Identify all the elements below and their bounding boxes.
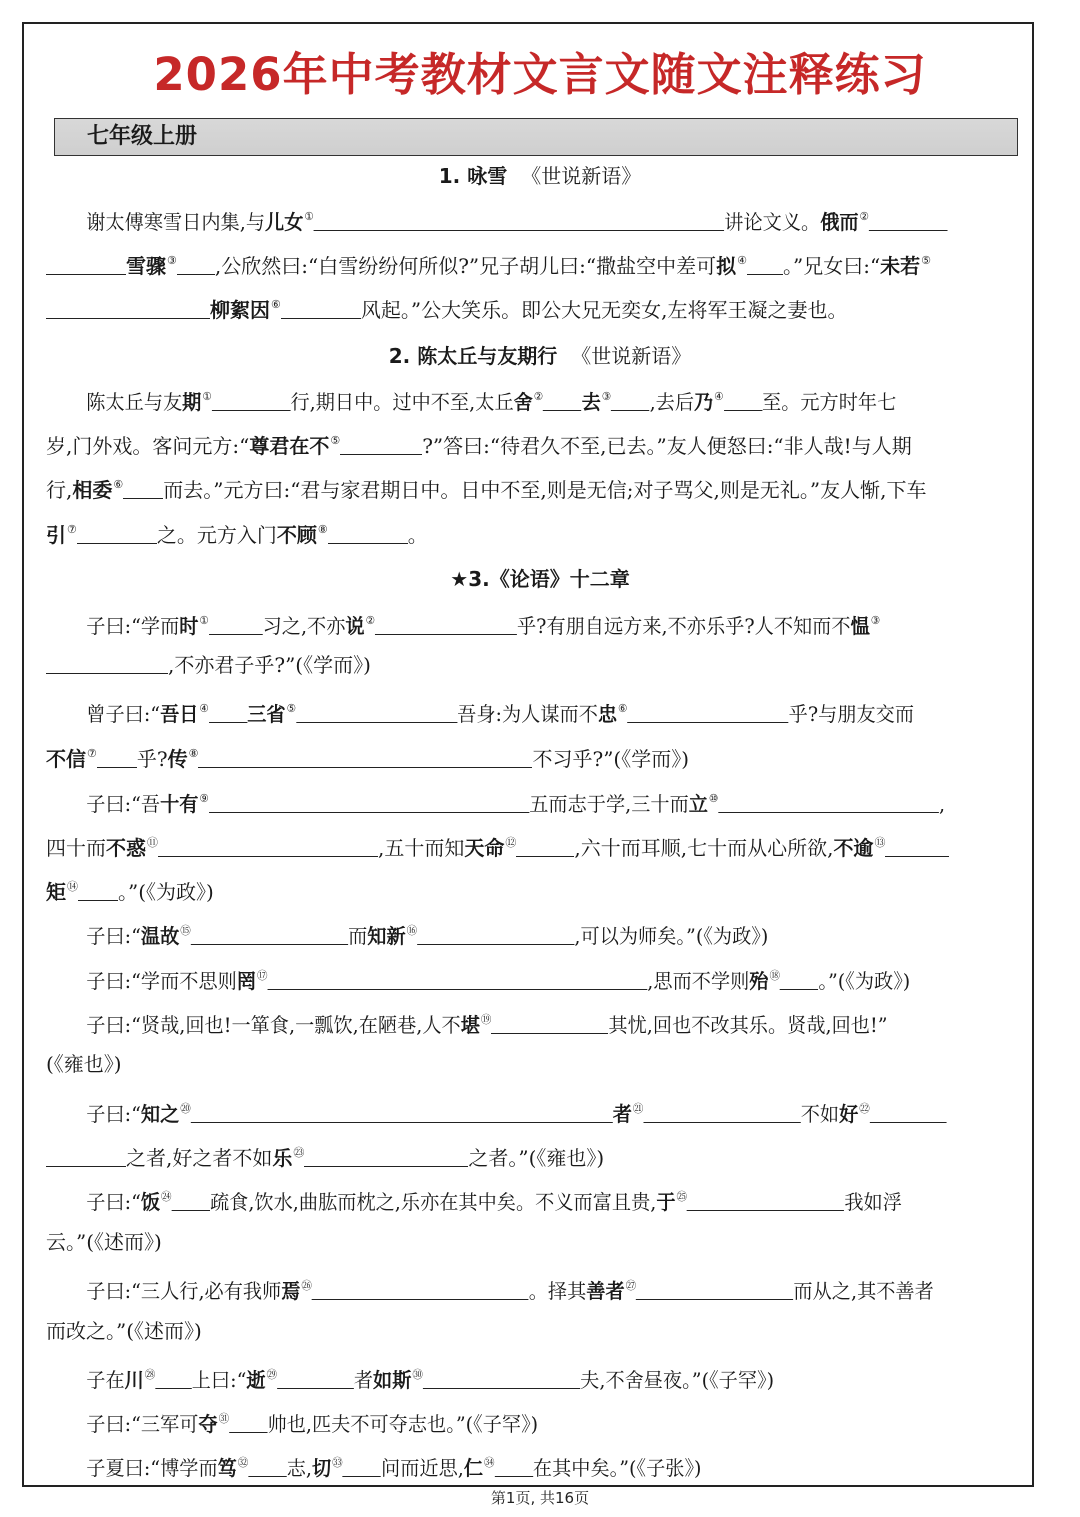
- text-line: [46, 1449, 1030, 1482]
- text-line: [46, 203, 1030, 236]
- footnote-marker: ⑤: [286, 702, 297, 715]
- annotated-word: 笃: [217, 1456, 237, 1480]
- answer-blank[interactable]: [340, 434, 422, 455]
- text-segment: 乎?: [136, 747, 168, 771]
- text-segment: 风起。”公大笑乐。即公大兄无奕女,左将军王凝之妻也。: [360, 298, 848, 322]
- answer-blank[interactable]: [687, 1190, 844, 1211]
- text-line: [46, 651, 1030, 679]
- annotated-word: 去: [581, 390, 601, 414]
- text-segment: 上曰:“: [191, 1368, 247, 1392]
- text-segment: 不如: [800, 1102, 840, 1126]
- text-line: [46, 383, 1030, 416]
- annotated-word: 雪骤: [126, 254, 166, 278]
- answer-blank[interactable]: [312, 1279, 529, 1300]
- text-line: [46, 1183, 1030, 1216]
- text-segment: 之者。”(《雍也》): [468, 1146, 605, 1170]
- text-segment: ,去后: [649, 390, 695, 414]
- footnote-marker: ㉑: [632, 1102, 644, 1115]
- annotated-word: 知新: [367, 924, 406, 948]
- annotated-word: 者: [612, 1102, 632, 1126]
- text-segment: 疏食,饮水,曲肱而枕之,乐亦在其中矣。不义而富且贵,: [209, 1190, 657, 1214]
- answer-blank[interactable]: [191, 924, 348, 945]
- text-segment: 谢太傅寒雪日内集,与: [86, 210, 266, 234]
- text-segment: 之者,好之者不如: [126, 1146, 273, 1170]
- footnote-marker: ②: [859, 210, 869, 223]
- text-segment: 不习乎?”(《学而》): [532, 747, 690, 771]
- footnote-marker: ㉔: [161, 1190, 172, 1203]
- text-segment: 。”兄女曰:“: [782, 254, 881, 278]
- answer-blank[interactable]: [281, 298, 361, 319]
- text-line: [46, 1361, 1030, 1394]
- text-segment: 子夏曰:“博学而: [86, 1456, 218, 1480]
- text-line: [46, 1272, 1030, 1305]
- text-segment: 子曰:“学而不思则: [86, 969, 237, 993]
- grade-banner: 七年级上册: [54, 118, 1018, 156]
- footnote-marker: ㉜: [237, 1456, 249, 1469]
- text-line: [46, 291, 1030, 324]
- text-segment: 在其中矣。”(《子张》): [532, 1456, 702, 1480]
- annotated-word: 时: [179, 614, 199, 638]
- text-line: [46, 471, 1030, 504]
- answer-blank[interactable]: [304, 1146, 468, 1167]
- footnote-marker: ⑦: [87, 747, 97, 760]
- text-line: [46, 829, 1030, 862]
- answer-blank[interactable]: [97, 747, 137, 768]
- answer-blank[interactable]: [191, 1102, 613, 1123]
- text-segment: 而: [348, 924, 368, 948]
- text-segment: ,六十而耳顺,七十而从心所欲,: [574, 836, 834, 860]
- footnote-marker: ①: [199, 614, 209, 627]
- text-segment: 问而近思,: [381, 1456, 464, 1480]
- text-segment: 乎?与朋友交而: [788, 702, 915, 726]
- annotated-word: 堪: [460, 1013, 480, 1037]
- footnote-marker: ①: [304, 210, 314, 223]
- footnote-marker: ⑨: [199, 792, 209, 805]
- footnote-marker: ⑯: [406, 924, 418, 937]
- answer-blank[interactable]: [46, 298, 210, 319]
- answer-blank[interactable]: [718, 792, 939, 813]
- footnote-marker: ⑰: [256, 969, 268, 982]
- section-title: 2. 陈太丘与友期行: [388, 344, 558, 368]
- answer-blank[interactable]: [177, 254, 215, 275]
- text-segment: 夫,不舍昼夜。”(《子罕》): [580, 1368, 775, 1392]
- annotated-word: 于: [656, 1190, 676, 1214]
- text-line: [46, 1405, 1030, 1438]
- annotated-word: 如斯: [373, 1368, 412, 1392]
- answer-blank[interactable]: [417, 924, 574, 945]
- answer-blank[interactable]: [343, 1456, 381, 1477]
- text-segment: ,公欣然曰:“白雪纷纷何所似?”兄子胡儿曰:“撒盐空中差可: [214, 254, 717, 278]
- section-source: 《世说新语》: [571, 344, 692, 368]
- text-line: [46, 247, 1030, 280]
- text-line: [46, 607, 1030, 640]
- page-footer: 第1页, 共16页: [490, 1489, 590, 1507]
- answer-blank[interactable]: [172, 1190, 210, 1211]
- footnote-marker: ⑪: [147, 836, 158, 849]
- text-line: [46, 785, 1030, 818]
- footnote-marker: ㉕: [676, 1190, 688, 1203]
- annotated-word: 儿女: [265, 210, 304, 234]
- text-segment: 乎?有朋自远方来,不亦乐乎?人不知而不: [516, 614, 851, 638]
- text-segment: 子曰:“三军可: [86, 1412, 199, 1436]
- text-line: [46, 1228, 1030, 1256]
- text-segment: 。择其: [528, 1279, 587, 1303]
- footnote-marker: ③: [167, 254, 177, 267]
- answer-blank[interactable]: [423, 1368, 580, 1389]
- answer-blank[interactable]: [611, 390, 649, 411]
- footnote-marker: ④: [714, 390, 724, 403]
- text-line: [46, 1006, 1030, 1039]
- text-segment: 岁,门外戏。客问元方:“: [46, 434, 250, 458]
- text-segment: 子曰:“学而: [86, 614, 180, 638]
- text-line: [46, 516, 1030, 549]
- footnote-marker: ㉙: [266, 1368, 278, 1381]
- footnote-marker: ㉒: [859, 1102, 870, 1115]
- annotated-word: 愠: [850, 614, 870, 638]
- annotated-word: 舍: [513, 390, 533, 414]
- annotated-word: 殆: [749, 969, 769, 993]
- answer-blank[interactable]: [77, 523, 157, 544]
- text-segment: 。”(《为政》): [818, 969, 911, 993]
- annotated-word: 不惑: [106, 836, 146, 860]
- answer-blank[interactable]: [375, 614, 517, 635]
- text-segment: 至。元方时年七: [762, 390, 897, 414]
- footnote-marker: ④: [737, 254, 747, 267]
- text-segment: 讲论文义。: [724, 210, 821, 234]
- text-segment: ,可以为师矣。”(《为政》): [574, 924, 769, 948]
- footnote-marker: ⑥: [618, 702, 628, 715]
- answer-blank[interactable]: [46, 1146, 126, 1167]
- text-segment: 我如浮: [844, 1190, 902, 1214]
- text-segment: 吾身:为人谋而不: [457, 702, 598, 726]
- footnote-marker: ②: [533, 390, 544, 403]
- text-segment: 而改之。”(《述而》): [46, 1319, 202, 1343]
- answer-blank[interactable]: [869, 210, 948, 231]
- footnote-marker: ㉝: [332, 1456, 343, 1469]
- answer-blank[interactable]: [314, 210, 724, 231]
- text-segment: 志,: [286, 1456, 312, 1480]
- footnote-marker: ⑦: [67, 523, 77, 536]
- answer-blank[interactable]: [158, 836, 378, 857]
- footnote-marker: ⑱: [769, 969, 780, 982]
- footnote-marker: ⑤: [921, 254, 932, 267]
- text-segment: 云。”(《述而》): [46, 1230, 162, 1254]
- answer-blank[interactable]: [209, 702, 247, 723]
- answer-blank[interactable]: [248, 1456, 286, 1477]
- text-line: [46, 962, 1030, 995]
- answer-blank[interactable]: [870, 1102, 947, 1123]
- annotated-word: 忠: [597, 702, 618, 726]
- footnote-marker: ㉞: [483, 1456, 495, 1469]
- footnote-marker: ㉛: [218, 1412, 230, 1425]
- section-heading-1: [0, 160, 1080, 189]
- answer-blank[interactable]: [209, 792, 529, 813]
- annotated-word: 引: [46, 523, 66, 547]
- answer-blank[interactable]: [724, 390, 762, 411]
- footnote-marker: ③: [601, 390, 612, 403]
- annotated-word: 不逾: [833, 836, 874, 860]
- footnote-marker: ⑥: [271, 298, 281, 311]
- answer-blank[interactable]: [209, 614, 263, 635]
- annotated-word: 拟: [716, 254, 737, 278]
- annotated-word: 夺: [198, 1412, 218, 1436]
- annotated-word: 吾日: [160, 702, 199, 726]
- answer-blank[interactable]: [628, 702, 789, 723]
- annotated-word: 好: [839, 1102, 859, 1126]
- footnote-marker: ⑩: [708, 792, 719, 805]
- text-segment: ,: [938, 792, 946, 816]
- annotated-word: 不顾: [276, 523, 317, 547]
- answer-blank[interactable]: [46, 653, 168, 674]
- answer-blank[interactable]: [198, 747, 532, 768]
- answer-blank[interactable]: [212, 390, 291, 411]
- text-segment: 帅也,匹夫不可夺志也。”(《子罕》): [267, 1412, 539, 1436]
- text-line: [46, 873, 1030, 906]
- text-line: [46, 1139, 1030, 1172]
- answer-blank[interactable]: [155, 1368, 191, 1389]
- annotated-word: 川: [124, 1368, 144, 1392]
- text-segment: 行,: [46, 478, 73, 502]
- annotated-word: 尊君在不: [249, 434, 330, 458]
- footnote-marker: ③: [870, 614, 881, 627]
- text-segment: ,思而不学则: [647, 969, 750, 993]
- annotated-word: 未若: [880, 254, 921, 278]
- annotated-word: 矩: [46, 880, 66, 904]
- text-line: [46, 917, 1030, 950]
- text-segment: 而去。”元方曰:“君与家君期日中。日中不至,则是无信;对子骂父,则是无礼。”友人惭,下车: [163, 478, 927, 502]
- footnote-marker: ⑤: [330, 434, 341, 447]
- footnote-marker: ⑫: [505, 836, 517, 849]
- text-segment: 四十而: [46, 836, 106, 860]
- footnote-marker: ⑧: [188, 747, 199, 760]
- footnote-marker: ㉗: [625, 1279, 637, 1292]
- answer-blank[interactable]: [516, 836, 574, 857]
- text-segment: 而从之,其不善者: [793, 1279, 934, 1303]
- text-segment: ,五十而知: [378, 836, 465, 860]
- annotated-word: 说: [345, 614, 365, 638]
- footnote-marker: ㉘: [144, 1368, 156, 1381]
- text-segment: 习之,不亦: [262, 614, 346, 638]
- text-segment: 子曰:“三人行,必有我师: [86, 1279, 282, 1303]
- annotated-word: 切: [311, 1456, 332, 1480]
- footnote-marker: ⑬: [874, 836, 886, 849]
- annotated-word: 温故: [140, 924, 180, 948]
- annotated-word: 饭: [140, 1190, 161, 1214]
- text-segment: 。: [407, 523, 428, 547]
- section-title: ★3.《论语》十二章: [450, 567, 630, 591]
- text-segment: 其忧,回也不改其乐。贤哉,回也!”: [608, 1013, 888, 1037]
- annotated-word: 乃: [694, 390, 714, 414]
- annotated-word: 柳絮因: [210, 298, 270, 322]
- annotated-word: 罔: [236, 969, 257, 993]
- annotated-word: 立: [688, 792, 708, 816]
- text-line: [46, 1317, 1030, 1345]
- section-source: 《世说新语》: [521, 164, 642, 188]
- annotated-word: 善者: [586, 1279, 625, 1303]
- annotated-word: 三省: [247, 702, 286, 726]
- text-segment: 子曰:“: [86, 924, 141, 948]
- text-line: [46, 1095, 1030, 1128]
- answer-blank[interactable]: [46, 254, 126, 275]
- text-segment: 者: [353, 1368, 374, 1392]
- text-segment: 五而志于学,三十而: [529, 792, 689, 816]
- footnote-marker: ⑧: [317, 523, 328, 536]
- annotated-word: 俄而: [820, 210, 859, 234]
- text-segment: 行,期日中。过中不至,太丘: [290, 390, 514, 414]
- text-segment: 曾子曰:“: [86, 702, 161, 726]
- footnote-marker: ⑮: [180, 924, 191, 937]
- answer-blank[interactable]: [328, 523, 408, 544]
- annotated-word: 乐: [272, 1146, 293, 1170]
- footnote-marker: ㉚: [412, 1368, 423, 1381]
- footnote-marker: ④: [199, 702, 209, 715]
- answer-blank[interactable]: [78, 880, 118, 901]
- text-segment: ,不亦君子乎?”(《学而》): [168, 653, 371, 677]
- footnote-marker: ㉖: [301, 1279, 312, 1292]
- text-line: [46, 695, 1030, 728]
- answer-blank[interactable]: [268, 969, 648, 990]
- answer-blank[interactable]: [491, 1013, 608, 1034]
- answer-blank[interactable]: [543, 390, 581, 411]
- answer-blank[interactable]: [229, 1412, 267, 1433]
- annotated-word: 焉: [281, 1279, 301, 1303]
- footnote-marker: ⑥: [113, 478, 124, 491]
- answer-blank[interactable]: [123, 478, 163, 499]
- answer-blank[interactable]: [747, 254, 783, 275]
- text-line: [46, 427, 1030, 460]
- annotated-word: 仁: [463, 1456, 484, 1480]
- text-segment: 子曰:“吾: [86, 792, 161, 816]
- text-segment: (《雍也》): [46, 1052, 122, 1076]
- annotated-word: 相委: [72, 478, 113, 502]
- annotated-word: 传: [167, 747, 188, 771]
- answer-blank[interactable]: [885, 836, 949, 857]
- annotated-word: 不信: [46, 747, 86, 771]
- section-heading-2: [0, 340, 1080, 369]
- text-line: [46, 740, 1030, 773]
- answer-blank[interactable]: [495, 1456, 533, 1477]
- section-heading-3: [0, 563, 1080, 592]
- annotated-word: 逝: [246, 1368, 266, 1392]
- text-segment: ?”答曰:“待君久不至,已去。”友人便怒曰:“非人哉!与人期: [422, 434, 912, 458]
- answer-blank[interactable]: [636, 1279, 793, 1300]
- footnote-marker: ①: [202, 390, 212, 403]
- footnote-marker: ②: [365, 614, 376, 627]
- text-segment: 。”(《为政》): [118, 880, 214, 904]
- answer-blank[interactable]: [643, 1102, 800, 1123]
- annotated-word: 天命: [464, 836, 505, 860]
- annotated-word: 知之: [140, 1102, 180, 1126]
- page-title: 2026年中考教材文言文随文注释练习: [153, 48, 927, 101]
- text-segment: 陈太丘与友: [86, 390, 183, 414]
- footnote-marker: ⑲: [480, 1013, 492, 1026]
- text-segment: 之。元方入门: [156, 523, 277, 547]
- answer-blank[interactable]: [780, 969, 818, 990]
- footnote-marker: ⑳: [180, 1102, 191, 1115]
- footnote-marker: ⑭: [67, 880, 78, 893]
- annotated-word: 十有: [160, 792, 199, 816]
- annotated-word: 期: [182, 390, 202, 414]
- text-segment: 子在: [86, 1368, 125, 1392]
- text-segment: 子曰:“贤哉,回也!一箪食,一瓢饮,在陋巷,人不: [86, 1013, 461, 1037]
- text-segment: 子曰:“: [86, 1190, 141, 1214]
- section-title: 1. 咏雪: [438, 164, 508, 188]
- answer-blank[interactable]: [277, 1368, 354, 1389]
- text-segment: 子曰:“: [86, 1102, 141, 1126]
- text-line: [46, 1050, 1030, 1078]
- footnote-marker: ㉓: [293, 1146, 305, 1159]
- answer-blank[interactable]: [296, 702, 457, 723]
